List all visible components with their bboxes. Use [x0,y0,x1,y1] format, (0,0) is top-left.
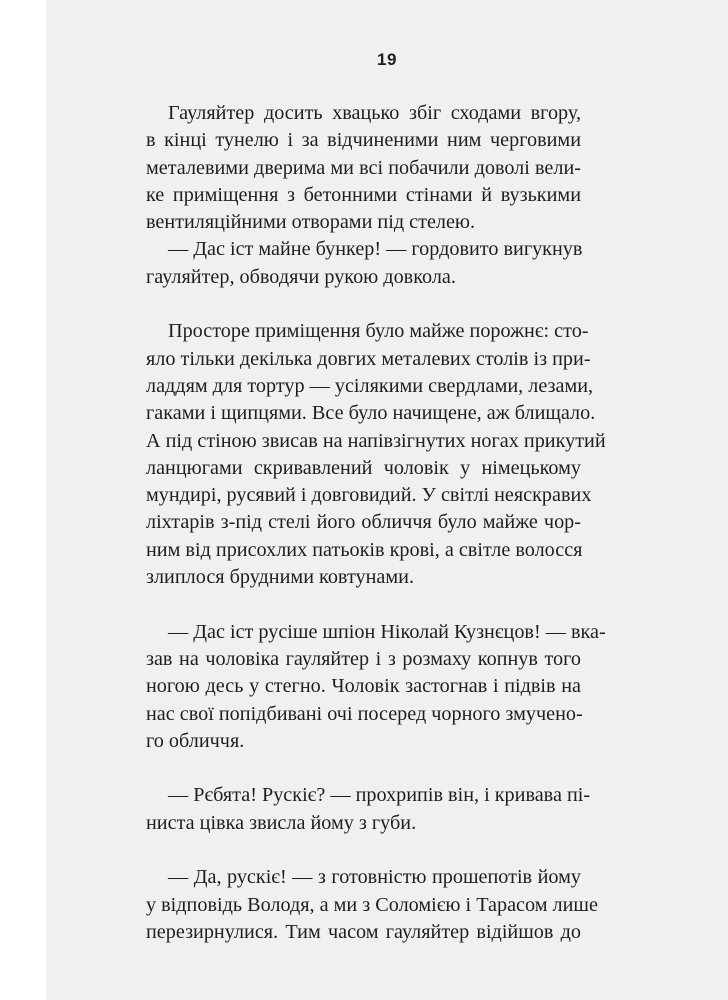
text-line: у відповідь Володя, а ми з Соломією і Тарасом лише [146,893,598,916]
text-line: А під стіною звисав на напівзігнутих ногах прикутий [146,429,606,452]
text-line: в кінці тунелю і за відчиненими ним черговими [146,129,581,152]
text-line: Гауляйтер досить хвацько збіг сходами вгору, [168,102,581,124]
page-number: 19 [377,50,397,69]
text-line: — Рєбята! Рускіє? — прохрипів він, і кривава пі- [168,784,591,807]
text-line: гауляйтер, обводячи рукою довкола. [146,265,456,288]
text-line: перезирнулися. Тим часом гауляйтер відійшов до [146,920,581,943]
text-line: мундирі, русявий і довговидий. У світлі неяскравих [146,484,592,507]
book-page [46,0,728,1000]
text-line: ногою десь у стегно. Чоловік застогнав і підвів на [146,675,581,698]
paragraph [146,619,606,755]
paragraph [146,318,606,591]
text-line: ланцюгами скривавлений чоловік у німецькому [146,456,581,479]
text-line: зав на чоловіка гауляйтер і з розмаху копнув того [146,647,581,670]
text-line: — Да, рускіє! — з готовністю прошепотів йому [168,866,581,889]
text-line: ниста цівка звисла йому з губи. [146,811,417,834]
text-line: ладдям для тортур — усілякими свердлами, лезами, [146,374,594,397]
text-line: яло тільки декілька довгих металевих столів із при- [146,347,591,370]
paragraph [146,782,591,837]
body-text [146,100,606,946]
text-line: ліхтарів з-під стелі його обличчя було майже чор- [146,511,581,534]
text-line: Просторе приміщення було майже порожнє: сто- [168,320,589,343]
text-line: ке приміщення з бетонними стінами й вузькими [146,183,581,206]
text-line: вентиляційними отворами під стелею. [146,211,476,234]
text-line: гаками і щипцями. Все було начищене, аж блищало. [146,402,596,425]
text-line: металевими дверима ми всі побачили доволі вели- [146,156,581,179]
text-line: — Дас іст русіше шпіон Ніколай Кузнєцов! — вка- [168,620,606,643]
paragraph [146,864,598,946]
text-line: — Дас іст майне бункер! — гордовито вигукнув [168,238,583,261]
paragraph [146,100,581,291]
text-line: злиплося брудними ковтунами. [146,566,414,589]
text-line: нас свої попідбивані очі посеред чорного змучено- [146,702,583,725]
text-line: ним від присохлих патьоків крові, а світле волосся [146,538,583,561]
text-line: го обличчя. [146,729,245,752]
